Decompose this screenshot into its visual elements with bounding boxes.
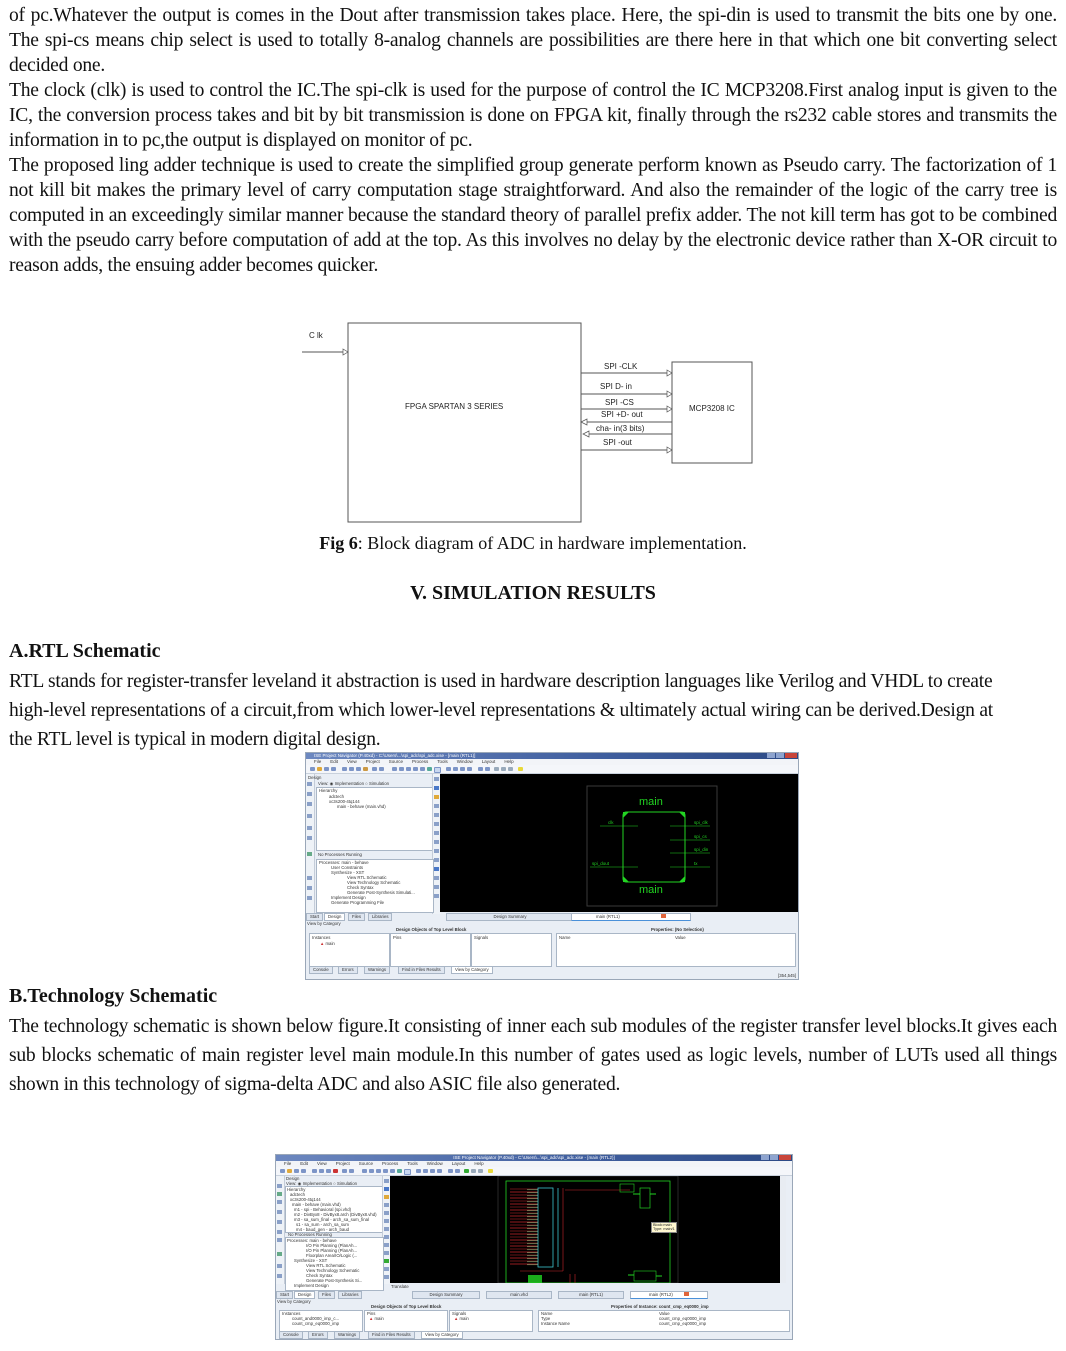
close-icon <box>785 753 797 758</box>
process-item[interactable]: View Technology Schematic <box>347 880 401 885</box>
side-icon-7 <box>277 1238 282 1242</box>
tab-start[interactable]: Start <box>306 913 323 921</box>
figure-6-caption-text: : Block diagram of ADC in hardware implementation. <box>357 533 747 553</box>
left-toolstrip <box>306 774 315 914</box>
tool-icon-1 <box>434 777 439 781</box>
subsection-tech-heading: B.Technology Schematic <box>9 985 218 1007</box>
pan-icon <box>420 767 425 771</box>
rtl-schematic-screenshot <box>305 752 799 980</box>
fpga-label: FPGA SPARTAN 3 SERIES <box>405 402 504 411</box>
prop-name: Instance Name <box>541 1321 570 1326</box>
process-status: No Processes Running <box>318 852 362 857</box>
tree-item[interactable]: m4 - baud_gen - arch_baud <box>296 1227 350 1232</box>
window-title: ISE Project Navigator (P.40xd) - C:\Users\...\spi_adc\spi_adc.xise - [main (RTL2)] <box>276 1155 792 1161</box>
view-implementation[interactable]: Implementation <box>334 781 364 786</box>
process-item[interactable]: I/O Pin Planning (PlanAh... <box>306 1243 358 1248</box>
view-implementation[interactable]: Implementation <box>302 1181 332 1186</box>
tab-find-in-files[interactable]: Find in Files Results <box>398 966 445 974</box>
toolbar <box>276 1167 792 1176</box>
tab-view-by-category[interactable]: View by Category <box>451 966 493 974</box>
fpga-box <box>348 323 581 522</box>
tool-icon-12 <box>434 876 439 880</box>
figure-6-label: Fig 6 <box>319 533 358 553</box>
maximize-icon <box>776 753 784 758</box>
tool-icon-8 <box>434 840 439 844</box>
tab-view-by-category[interactable]: View by Category <box>421 1331 463 1339</box>
hierarchy-label: Hierarchy <box>287 1187 306 1192</box>
rtl-schematic-drawing <box>440 774 798 912</box>
window-title: ISE Project Navigator (P.40xd) - C:\Users\...\spi_adc\spi_adc.xise - [main (RTL1)] <box>306 753 798 759</box>
instance-item[interactable] <box>320 941 335 946</box>
paste-icon <box>326 1169 331 1173</box>
tab-console[interactable]: Console <box>309 966 333 974</box>
pin-icon: ▲ <box>369 1316 374 1321</box>
forward-icon <box>464 1169 469 1173</box>
close-tab-icon[interactable] <box>684 1292 689 1296</box>
side-icon-9 <box>307 886 312 890</box>
side-icon-2 <box>307 792 312 796</box>
cascade-icon <box>446 767 451 771</box>
instance-item[interactable]: count_cmp_eq0000_imp <box>292 1321 340 1326</box>
side-icon-6 <box>307 836 312 840</box>
side-icon-4 <box>307 814 312 818</box>
menu-source[interactable]: Source <box>388 759 403 764</box>
tree-item[interactable]: adctech <box>329 794 345 799</box>
col-signals: Signals <box>452 1311 467 1316</box>
tool-icon-10 <box>434 858 439 862</box>
col-value: Value <box>659 1311 670 1316</box>
tab-design-summary[interactable]: Design Summary <box>412 1291 480 1299</box>
process-item[interactable]: Translate <box>391 1284 409 1289</box>
clk-arrow <box>343 349 348 355</box>
design-objects-title: Design Objects of Top Level Block <box>371 1304 442 1309</box>
process-item[interactable]: I/O Pin Planning (PlanAh... <box>306 1248 358 1253</box>
tab-rtl-schematic[interactable] <box>571 913 691 921</box>
process-item[interactable]: Generate Programming File <box>331 900 385 905</box>
rtl-schematic-canvas[interactable] <box>440 774 798 912</box>
wand-icon <box>508 767 513 771</box>
side-icon-8 <box>277 1252 282 1256</box>
tile-vert-icon <box>460 767 465 771</box>
tab-libraries[interactable]: Libraries <box>368 913 392 921</box>
tool-icon-5 <box>384 1211 389 1215</box>
tree-item[interactable]: xc3s200-4tq144 <box>329 799 360 804</box>
instances-pane <box>309 933 390 967</box>
zoom-full-icon <box>376 1169 381 1173</box>
tooltip-line: Block:main <box>653 1223 672 1227</box>
tool-icon-13 <box>434 885 439 889</box>
port-output: spi_clk <box>694 820 708 825</box>
delete-icon <box>363 767 368 771</box>
col-name: Name <box>559 935 571 940</box>
menu-window[interactable]: Window <box>426 1161 443 1166</box>
tab-rtl1[interactable]: main (RTL1) <box>558 1291 624 1299</box>
tab-errors[interactable]: Errors <box>308 1331 328 1339</box>
tab-start[interactable]: Start <box>276 1291 293 1299</box>
process-status: No Processes Running <box>288 1232 332 1237</box>
tool-icon-3 <box>384 1195 389 1199</box>
col-instances: Instances <box>312 935 331 940</box>
paragraph-clock-description: The clock (clk) is used to control the IC.The spi-clk is used for the purpose of control the IC MCP3208.First analog input is given to the IC, the conversion process takes and bit by bit transmission is done on FPGA kit, finally through the rs232 cable stores and transmits the information in to pc,the output is displayed on monitor of pc. <box>9 80 1057 151</box>
tree-item[interactable]: main - behave (main.vhd) <box>337 804 386 809</box>
maximize-icon <box>770 1155 778 1160</box>
canvas-scrollbar[interactable] <box>780 1176 786 1283</box>
tile-icon <box>453 767 458 771</box>
view-label: View: <box>286 1181 297 1186</box>
tab-main-vhd[interactable]: main.vhd <box>486 1291 552 1299</box>
module-name-bottom: main <box>639 884 663 896</box>
side-icon-5 <box>307 826 312 830</box>
save-all-icon <box>331 767 336 771</box>
menu-tools[interactable]: Tools <box>407 1161 418 1166</box>
tool-icon-13 <box>384 1275 389 1279</box>
side-icon-1 <box>307 782 312 786</box>
properties-icon <box>485 767 490 771</box>
cascade-icon <box>416 1169 421 1173</box>
tool-icon-4 <box>434 804 439 808</box>
hierarchy-pane <box>285 1186 384 1233</box>
tool-icon-11 <box>434 867 439 871</box>
cut-icon <box>312 1169 317 1173</box>
port-output: spi_din <box>694 847 709 852</box>
view-simulation[interactable]: Simulation <box>368 781 390 786</box>
signal-item[interactable] <box>454 1316 469 1321</box>
pin-item[interactable] <box>369 1316 384 1321</box>
toolbar <box>306 765 798 774</box>
process-item[interactable]: Synthesize - XST <box>331 870 365 875</box>
technology-schematic-screenshot <box>275 1154 793 1340</box>
properties-title: Properties: (No Selection) <box>651 927 704 932</box>
process-item[interactable]: View RTL Schematic <box>306 1263 346 1268</box>
prop-value: count_cmp_eq0000_imp <box>659 1316 707 1321</box>
clk-label: C lk <box>309 331 323 340</box>
tab-design[interactable]: Design <box>294 1291 315 1299</box>
left-toolstrip <box>276 1176 285 1284</box>
signals-pane <box>471 933 552 967</box>
tile-vert-icon <box>430 1169 435 1173</box>
menu-edit[interactable]: Edit <box>300 1161 309 1166</box>
delete-icon <box>333 1169 338 1173</box>
zoom-in-icon <box>362 1169 367 1173</box>
cut-icon <box>342 767 347 771</box>
undo-icon <box>342 1169 347 1173</box>
side-icon-1 <box>277 1184 282 1188</box>
instance-item[interactable]: count_and0000_imp_c... <box>292 1316 340 1321</box>
menu-process[interactable]: Process <box>382 1161 399 1166</box>
menu-view[interactable]: View <box>317 1161 327 1166</box>
process-item[interactable]: Check Syntax <box>347 885 374 890</box>
side-icon-4 <box>277 1210 282 1214</box>
tool-icon-8 <box>384 1235 389 1239</box>
schematic-view-icon <box>434 767 441 773</box>
view-label: View: <box>318 781 329 786</box>
tab-design[interactable]: Design <box>324 913 345 921</box>
arrow-spi-clk <box>667 370 672 376</box>
refresh-icon <box>397 1169 402 1173</box>
properties-pane <box>538 1310 790 1332</box>
col-pins: Pins <box>367 1311 376 1316</box>
arrow-cha-in <box>583 431 589 437</box>
section-title: V. SIMULATION RESULTS <box>410 582 656 604</box>
signal-label-spi-cs: SPI -CS <box>605 398 634 407</box>
col-signals: Signals <box>474 935 489 940</box>
red-input-wires <box>510 1189 538 1265</box>
tab-files[interactable]: Files <box>318 1291 335 1299</box>
process-item[interactable]: Check Syntax <box>306 1273 333 1278</box>
menu-process[interactable]: Process <box>412 759 429 764</box>
window-icon <box>467 767 472 771</box>
save-icon <box>294 1169 299 1173</box>
process-item[interactable]: Implement Design <box>294 1283 329 1288</box>
tooltip <box>651 1222 677 1233</box>
status-coordinates: [354,545] <box>778 973 796 978</box>
tree-item[interactable]: m1 - spi - Behavioral (spi.vhd) <box>294 1207 352 1212</box>
sigma-icon <box>471 1169 476 1173</box>
tool-icon-2 <box>384 1187 389 1191</box>
key-icon <box>448 1169 453 1173</box>
zoom-in-icon <box>392 767 397 771</box>
technology-schematic-canvas[interactable] <box>390 1176 786 1283</box>
tool-icon-6 <box>434 822 439 826</box>
ic-label: MCP3208 IC <box>689 404 735 413</box>
menu-source[interactable]: Source <box>358 1161 373 1166</box>
tab-errors[interactable]: Errors <box>338 966 358 974</box>
open-icon <box>287 1169 292 1173</box>
properties-title: Properties of Instance: count_cmp_eq0000_imp <box>611 1304 709 1309</box>
tree-item[interactable]: adctech <box>290 1192 306 1197</box>
design-objects-title: Design Objects of Top Level Block <box>396 927 467 932</box>
tab-files[interactable]: Files <box>348 913 365 921</box>
menu-file[interactable]: File <box>284 1161 292 1166</box>
signal-item-label: main <box>459 1316 469 1321</box>
tool-icon-11 <box>384 1259 389 1263</box>
view-simulation[interactable]: Simulation <box>336 1181 358 1186</box>
tab-console[interactable]: Console <box>279 1331 303 1339</box>
tooltip-line: Type: main/1 <box>653 1227 675 1232</box>
tree-item[interactable]: m3 - sa_sum_final - arch_sa_sum_final <box>294 1217 369 1222</box>
view-selector[interactable]: View: ◉ Implementation ○ Simulation <box>286 1181 358 1186</box>
sigma-icon <box>501 767 506 771</box>
prop-name: Type <box>541 1316 551 1321</box>
copy-icon <box>349 767 354 771</box>
menu-file[interactable]: File <box>314 759 322 764</box>
redo-icon <box>379 767 384 771</box>
process-item[interactable]: User Constraints <box>331 865 363 870</box>
process-item[interactable]: Generate Post-Synthesis Si... <box>306 1278 363 1283</box>
instance-item-label: main <box>325 941 335 946</box>
properties-pane <box>556 933 796 967</box>
redo-icon <box>349 1169 354 1173</box>
port-output: spi_cs <box>694 834 707 839</box>
zoom-out-icon <box>369 1169 374 1173</box>
tab-rtl2[interactable] <box>630 1291 708 1299</box>
figure-6-caption <box>0 533 1066 554</box>
tab-rtl2-label: main (RTL2) <box>648 1292 673 1297</box>
pins-pane <box>364 1310 448 1332</box>
block-diagram-lines <box>300 320 770 530</box>
hierarchy-label: Hierarchy <box>319 788 338 793</box>
save-all-icon <box>301 1169 306 1173</box>
key-icon <box>478 767 483 771</box>
port-input: spi_dout <box>592 861 610 866</box>
tab-warnings[interactable]: Warnings <box>364 966 390 974</box>
process-item[interactable]: Implement Design <box>331 895 366 900</box>
pin-item-label: main <box>374 1316 384 1321</box>
technology-schematic-drawing <box>390 1176 786 1283</box>
menu-project[interactable]: Project <box>335 1161 350 1166</box>
paragraph-ling-adder: The proposed ling adder technique is used to create the simplified group generate perform known as Pseudo carry. The factorization of 1 not kill bit makes the primary level of carry computation stage straightforward. And also the remainder of the logic of the carry tree is computed in an exceedingly similar manner because the standard theory of parallel prefix adder. The not kill term has got to be combined with the pseudo carry before computation of add at the top. As this involves no delay by the electronic device rather than X-OR circuit to reason adds, the ensuing adder becomes quicker. <box>9 155 1057 276</box>
minimize-icon <box>761 1155 769 1160</box>
paragraph-spi-description: of pc.Whatever the output is comes in the Dout after transmission takes place. Here, the spi-din is used to transmit the bits one by one. The spi-cs means chip select is used to totally 8-analog channels are possibilities are there here in that which one bit converting select decided one. <box>9 5 1057 76</box>
tool-icon-2 <box>434 786 439 790</box>
side-icon-10 <box>277 1274 282 1278</box>
undo-icon <box>372 767 377 771</box>
close-icon <box>779 1155 791 1160</box>
properties-icon <box>455 1169 460 1173</box>
processes-pane <box>316 859 434 913</box>
tree-item[interactable]: xc3s200-4tq144 <box>290 1197 321 1202</box>
signal-label-spi-dout: SPI +D- out <box>601 410 643 419</box>
processes-pane <box>285 1237 384 1291</box>
zoom-area-icon <box>413 767 418 771</box>
port-output: tx <box>694 861 698 866</box>
process-item[interactable]: View RTL Schematic <box>347 875 387 880</box>
col-pins: Pins <box>393 935 402 940</box>
paste-icon <box>356 767 361 771</box>
processes-label: Processes: main - behave <box>319 860 369 865</box>
minimize-icon <box>767 753 775 758</box>
tool-icon-9 <box>434 849 439 853</box>
view-by-category-label: View by Category <box>277 1299 311 1304</box>
process-item[interactable]: Floorplan Area/IO/Logic (... <box>306 1253 358 1258</box>
menu-help[interactable]: Help <box>474 1161 484 1166</box>
tree-item[interactable]: s1 - sa_sum - arch_sa_sum <box>296 1222 350 1227</box>
menu-window[interactable]: Window <box>456 759 473 764</box>
menu-view[interactable]: View <box>347 759 357 764</box>
arrow-spi-din <box>667 391 672 397</box>
lightbulb-icon <box>518 767 523 771</box>
open-icon <box>317 767 322 771</box>
new-icon <box>310 767 315 771</box>
tool-icon-7 <box>434 831 439 835</box>
side-icon-9 <box>277 1264 282 1268</box>
signal-icon: ▲ <box>454 1316 459 1321</box>
tool-icon-5 <box>434 813 439 817</box>
signal-label-spi-din: SPI D- in <box>600 382 633 391</box>
refresh-icon <box>427 767 432 771</box>
col-value: Value <box>675 935 686 940</box>
menu-tools[interactable]: Tools <box>437 759 448 764</box>
menu-layout[interactable]: Layout <box>451 1161 466 1166</box>
tree-item[interactable]: m2 - DivByx8 - DivByx8.arch (DivByx8.vhd) <box>294 1212 377 1217</box>
port-input: clk <box>608 820 614 825</box>
side-icon-8 <box>307 876 312 880</box>
signal-label-spi-clk: SPI -CLK <box>604 362 638 371</box>
tool-icon-9 <box>384 1243 389 1247</box>
side-icon-6 <box>277 1230 282 1234</box>
tool-icon-1 <box>384 1179 389 1183</box>
tool-icon-14 <box>434 894 439 898</box>
window-icon <box>437 1169 442 1173</box>
instances-pane <box>279 1310 363 1332</box>
arrow-spi-cs <box>667 406 672 412</box>
tool-icon-12 <box>384 1267 389 1271</box>
menu-help[interactable]: Help <box>504 759 514 764</box>
pins-pane <box>390 933 471 967</box>
tab-design-summary[interactable]: Design Summary <box>446 913 574 921</box>
side-icon-2 <box>277 1192 282 1196</box>
tile-icon <box>423 1169 428 1173</box>
forward-icon <box>494 767 499 771</box>
side-icon-5 <box>277 1220 282 1224</box>
design-panel-label: Design <box>308 775 322 780</box>
tab-libraries[interactable]: Libraries <box>338 1291 362 1299</box>
side-icon-10 <box>307 896 312 900</box>
view-by-category-label: View by Category <box>307 921 341 926</box>
lightbulb-icon <box>488 1169 493 1173</box>
processes-label: Processes: main - behave <box>287 1238 337 1243</box>
col-name: Name <box>541 1311 553 1316</box>
save-icon <box>324 767 329 771</box>
module-name-top: main <box>639 796 663 808</box>
pan-icon <box>390 1169 395 1173</box>
tab-find-in-files[interactable]: Find in Files Results <box>368 1331 415 1339</box>
hierarchy-pane <box>316 787 434 851</box>
process-item[interactable]: Synthesize - XST <box>294 1258 328 1263</box>
col-instances: Instances <box>282 1311 301 1316</box>
side-icon-7 <box>307 852 312 856</box>
signal-label-spi-out: SPI -out <box>603 438 632 447</box>
tab-rtl-label: main (RTL1) <box>595 914 620 919</box>
menu-layout[interactable]: Layout <box>481 759 496 764</box>
copy-icon <box>319 1169 324 1173</box>
new-icon <box>280 1169 285 1173</box>
subsection-rtl-heading: A.RTL Schematic <box>9 640 161 662</box>
menu-project[interactable]: Project <box>365 759 380 764</box>
arrow-spi-out <box>667 447 672 453</box>
process-item[interactable]: Generate Post-Synthesis Simulati... <box>347 890 415 895</box>
side-icon-3 <box>307 802 312 806</box>
view-selector[interactable]: View: ◉ Implementation ○ Simulation <box>318 781 390 786</box>
menu-edit[interactable]: Edit <box>330 759 339 764</box>
tool-icon-3 <box>434 795 439 799</box>
side-icon-3 <box>277 1200 282 1204</box>
signal-label-cha-in: cha- in(3 bits) <box>596 424 645 433</box>
signals-pane <box>449 1310 533 1332</box>
zoom-out-icon <box>399 767 404 771</box>
tool-icon-4 <box>384 1203 389 1207</box>
wand-icon <box>478 1169 483 1173</box>
close-tab-icon[interactable] <box>661 914 666 918</box>
tab-warnings[interactable]: Warnings <box>334 1331 360 1339</box>
design-panel-label: Design <box>286 1176 300 1181</box>
schematic-view-icon <box>404 1169 411 1175</box>
instance-icon: ▲ <box>320 941 325 946</box>
tool-icon-6 <box>384 1219 389 1223</box>
zoom-full-icon <box>406 767 411 771</box>
paragraph-rtl: RTL stands for register-transfer leveland it abstraction is used in hardware description languages like Verilog and VHDL to create high-level representations of a circuit,from which lower-level representations & ultimately actual wiring can be derived.Design at the RTL level is typical in modern digital design. <box>9 671 993 750</box>
process-item[interactable]: View Technology Schematic <box>306 1268 360 1273</box>
block-diagram-fig6 <box>300 320 770 530</box>
paragraph-technology: The technology schematic is shown below figure.It consisting of inner each sub modules of the register transfer level blocks.It gives each sub blocks schematic of main register level main module.In this number of gates used as logic levels, number of LUTs used all things shown in this technology of sigma-delta ADC and also ASIC file also generated. <box>9 1016 1057 1095</box>
tool-icon-7 <box>384 1227 389 1231</box>
tree-item[interactable]: main - behave (main.vhd) <box>292 1202 341 1207</box>
arrow-spi-dout <box>581 419 587 425</box>
tool-icon-10 <box>384 1251 389 1255</box>
zoom-area-icon <box>383 1169 388 1173</box>
prop-value: count_cmp_eq0000_imp <box>659 1321 707 1326</box>
